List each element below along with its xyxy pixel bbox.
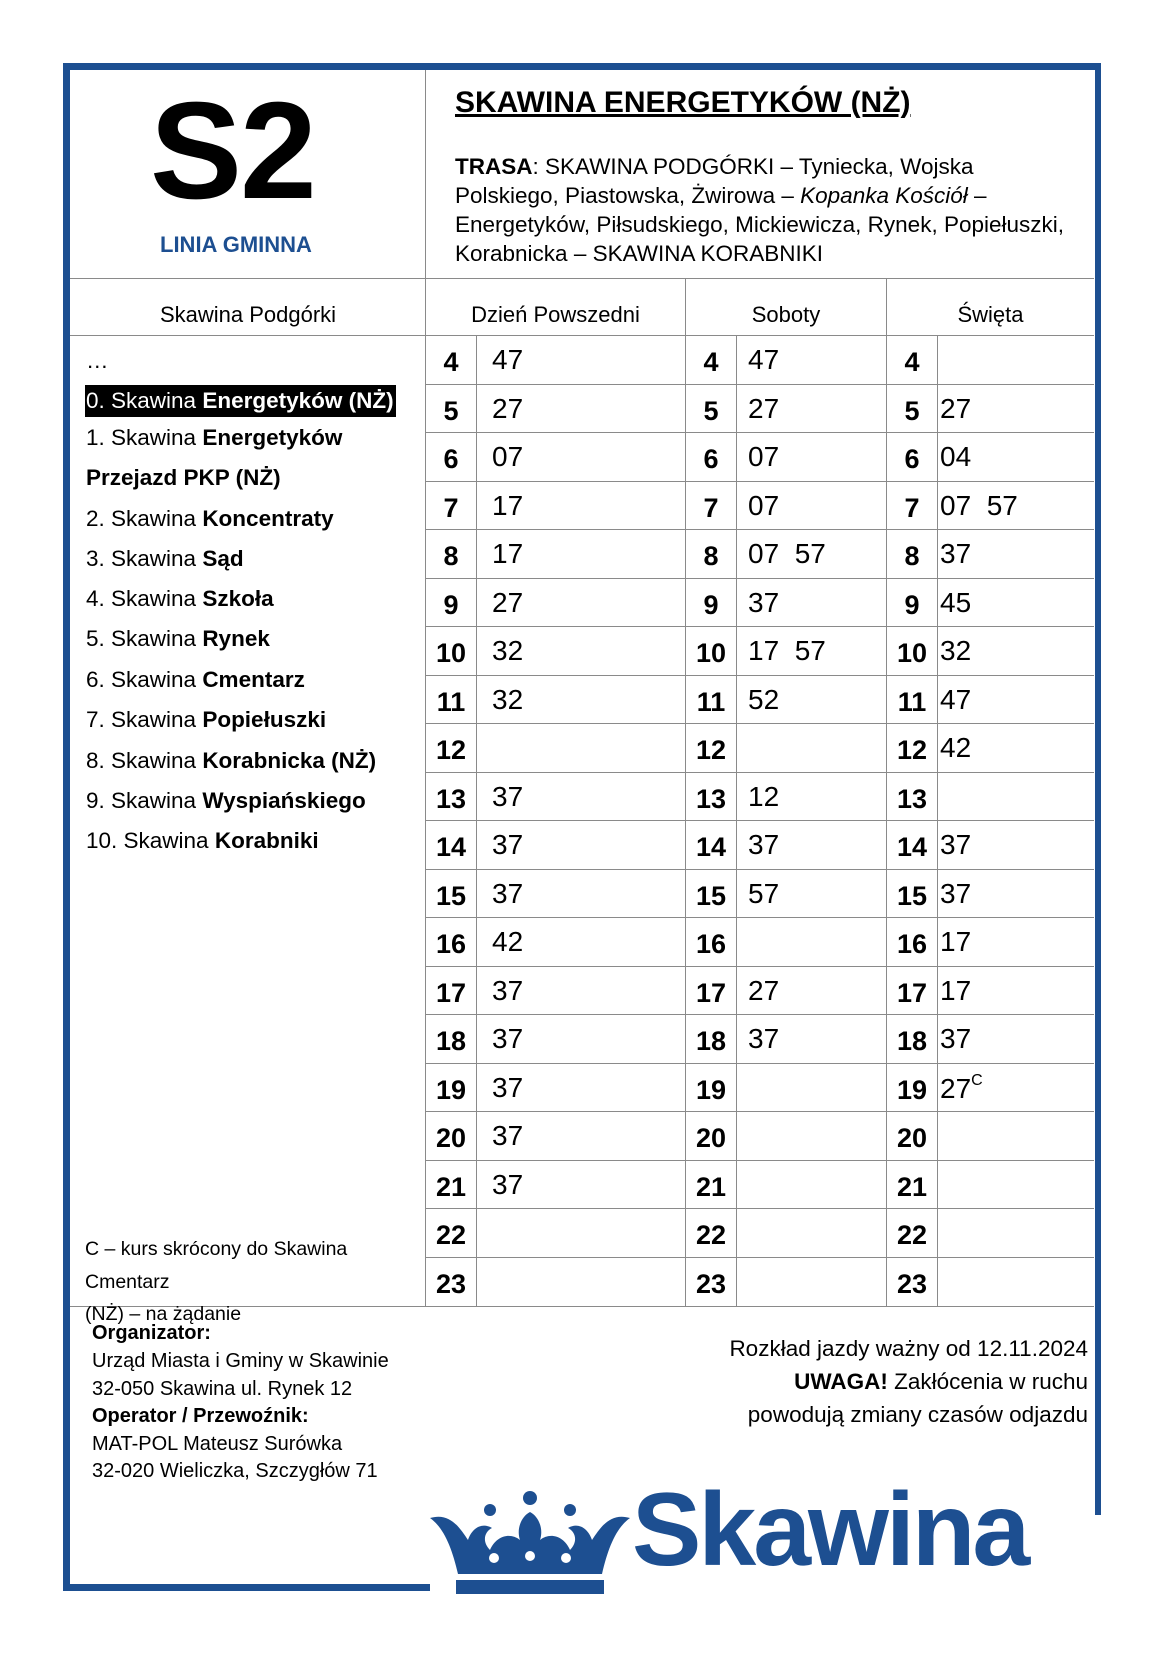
holiday-minutes-cell: [940, 1023, 971, 1055]
stop-name: Szkoła: [202, 586, 274, 611]
row-divider: [426, 481, 1094, 482]
weekday-column-header: Dzień Powszedni: [471, 302, 640, 327]
stop-prefix: 2. Skawina: [86, 506, 203, 531]
minutes-value: 27: [748, 393, 780, 424]
weekday-hour-cell: 14: [435, 832, 467, 862]
row-divider: [426, 869, 1094, 870]
holiday-minutes-cell: [940, 393, 971, 425]
stop-name: Korabnicka (NŻ): [202, 748, 377, 773]
saturday-hour-cell: 11: [696, 687, 726, 717]
shortened-course-marker: C: [971, 1072, 983, 1089]
holiday-hour-cell: 4: [904, 347, 920, 377]
minutes-value: 37: [492, 1023, 524, 1054]
minutes-value: 47: [492, 344, 524, 375]
weekday-hour-cell: 18: [435, 1026, 467, 1056]
saturday-hour-cell: 20: [695, 1123, 727, 1153]
holiday-hour-cell: 7: [904, 493, 920, 523]
holiday-minutes-cell: [940, 975, 971, 1007]
row-divider: [426, 1014, 1094, 1015]
weekday-minutes-cell: [492, 1169, 523, 1201]
saturday-hour-cell: 15: [695, 881, 727, 911]
minutes-value: 37: [940, 829, 972, 860]
stop-item: [86, 707, 326, 733]
saturday-minutes-cell: [748, 393, 779, 425]
organizer-address: 32-050 Skawina ul. Rynek 12: [92, 1378, 353, 1400]
route-text-italic: Kopanka Kościół: [800, 183, 968, 208]
saturday-hour-cell: 4: [703, 347, 719, 377]
stop-prefix: 0. Skawina: [86, 388, 203, 413]
minutes-value: 57: [748, 878, 780, 909]
row-divider: [426, 675, 1094, 676]
row-divider: [426, 917, 1094, 918]
holiday-hour-cell: 19: [896, 1075, 928, 1105]
weekday-hour-cell: 16: [435, 929, 467, 959]
stop-item: [86, 748, 376, 774]
saturday-hour-cell: 17: [695, 978, 727, 1008]
saturday-minutes-cell: [748, 538, 826, 570]
weekday-minutes-cell: [492, 781, 523, 813]
saturday-hour-cell: 10: [695, 638, 727, 668]
saturday-minutes-cell: [748, 878, 779, 910]
stop-item: [86, 586, 274, 612]
minutes-value: 12: [748, 781, 780, 812]
stop-name: Cmentarz: [202, 667, 305, 692]
row-divider: [426, 1111, 1094, 1112]
minutes-value: 17: [940, 975, 972, 1006]
holiday-hour-cell: 22: [896, 1220, 928, 1250]
weekday-minutes-cell: [492, 1023, 523, 1055]
holiday-hour-cell: 9: [904, 590, 920, 620]
minutes-value: 45: [940, 587, 972, 618]
saturday-hour-cell: 7: [703, 493, 719, 523]
row-divider: [426, 1257, 1094, 1258]
line-number: S2: [150, 74, 315, 228]
minutes-value: 27: [940, 1073, 972, 1104]
minutes-value: 37: [492, 1120, 524, 1151]
weekday-hour-cell: 5: [443, 396, 459, 426]
holiday-minutes-cell: [940, 684, 971, 716]
stop-item: [86, 506, 334, 532]
holiday-hour-cell: 10: [896, 638, 928, 668]
minutes-value: 37: [492, 1169, 524, 1200]
stop-name: Popiełuszki: [202, 707, 327, 732]
stop-item: [86, 667, 305, 693]
weekday-hour-cell: 10: [435, 638, 467, 668]
stop-name: Przejazd PKP (NŻ): [86, 465, 281, 490]
organizer-name: Urząd Miasta i Gminy w Skawinie: [92, 1350, 389, 1372]
weekday-minutes-cell: [492, 926, 523, 958]
stop-prefix: 9. Skawina: [86, 788, 203, 813]
minutes-value: 32: [492, 635, 524, 666]
saturday-hour-cell: 21: [695, 1172, 727, 1202]
holiday-hour-cell: 13: [896, 784, 928, 814]
stops-ellipsis: …: [86, 348, 109, 373]
stop-prefix: 7. Skawina: [86, 707, 203, 732]
minutes-value: 37: [492, 975, 524, 1006]
minutes-value: 04: [940, 441, 972, 472]
stop-prefix: 4. Skawina: [86, 586, 203, 611]
weekday-minutes-cell: [492, 1072, 523, 1104]
stop-name: Energetyków (NŻ): [202, 388, 394, 413]
minutes-value: 47: [748, 344, 780, 375]
stop-name: Korabniki: [214, 828, 319, 853]
route-text-1: : SKAWINA PODGÓRKI – Tyniecka, Wojska Polskiego, Piastowska, Żwirowa –: [455, 154, 974, 208]
minutes-value: 37: [492, 829, 524, 860]
minutes-value: 27: [492, 587, 524, 618]
saturday-minutes-cell: [748, 635, 826, 667]
row-divider: [426, 626, 1094, 627]
minutes-value: 42: [492, 926, 524, 957]
weekday-minutes-cell: [492, 635, 523, 667]
stop-item: [86, 425, 342, 451]
row-divider: [426, 723, 1094, 724]
note-on-request: (NŻ) – na żądanie: [85, 1303, 242, 1325]
valid-from: Rozkład jazdy ważny od 12.11.2024: [729, 1336, 1088, 1361]
saturday-hour-cell: 18: [695, 1026, 727, 1056]
stop-item: [86, 828, 319, 854]
saturday-minutes-cell: [748, 441, 779, 473]
route-description: [455, 152, 1080, 268]
minutes-value: 37: [492, 1072, 524, 1103]
weekday-hour-cell: 7: [443, 493, 459, 523]
weekday-minutes-cell: [492, 393, 523, 425]
holiday-hour-cell: 11: [897, 687, 927, 717]
holiday-minutes-cell: [940, 732, 971, 764]
saturday-minutes-cell: [748, 829, 779, 861]
weekday-minutes-cell: [492, 878, 523, 910]
holiday-minutes-cell: [940, 635, 971, 667]
stop-prefix: 5. Skawina: [86, 626, 203, 651]
operator-address: 32-020 Wieliczka, Szczygłów 71: [92, 1460, 378, 1482]
saturday-hour-cell: 6: [703, 444, 719, 474]
saturday-hour-cell: 8: [703, 541, 719, 571]
holiday-hour-cell: 18: [896, 1026, 928, 1056]
row-divider: [426, 966, 1094, 967]
holiday-minutes-cell: [940, 829, 971, 861]
stop-prefix: 6. Skawina: [86, 667, 203, 692]
minutes-value: 52: [748, 684, 780, 715]
saturday-minutes-cell: [748, 975, 779, 1007]
organizer-label: Organizator:: [92, 1322, 211, 1344]
weekday-hour-cell: 11: [436, 687, 466, 717]
stop-name: Sąd: [202, 546, 244, 571]
minutes-value: 27: [492, 393, 524, 424]
minutes-value: 47: [940, 684, 972, 715]
warning-label: UWAGA!: [794, 1369, 888, 1394]
weekday-minutes-cell: [492, 684, 523, 716]
weekday-hour-cell: 8: [443, 541, 459, 571]
stop-name: Koncentraty: [202, 506, 334, 531]
saturday-hour-cell: 14: [695, 832, 727, 862]
minutes-value: 37: [748, 1023, 780, 1054]
row-divider: [426, 1160, 1094, 1161]
weekday-hour-cell: 23: [435, 1269, 467, 1299]
minutes-value: 37: [940, 1023, 972, 1054]
weekday-hour-cell: 4: [443, 347, 459, 377]
minutes-value: 27: [940, 393, 972, 424]
holiday-hour-cell: 20: [896, 1123, 928, 1153]
stop-name: Energetyków: [202, 425, 343, 450]
holiday-hour-cell: 6: [904, 444, 920, 474]
saturday-hour-cell: 12: [695, 735, 727, 765]
warning-text: Zakłócenia w ruchu: [887, 1369, 1088, 1394]
note-shortened-course: C – kurs skrócony do Skawina: [85, 1238, 348, 1260]
minutes-value: 07: [748, 490, 780, 521]
stop-title: SKAWINA ENERGETYKÓW (NŻ): [455, 86, 911, 119]
weekday-minutes-cell: [492, 587, 523, 619]
minutes-value: 37: [940, 538, 972, 569]
minutes-value: 07: [492, 441, 524, 472]
logo-wordmark: Skawina: [632, 1472, 1028, 1588]
holiday-hour-cell: 17: [896, 978, 928, 1008]
saturday-hour-cell: 16: [695, 929, 727, 959]
route-label: TRASA: [455, 154, 533, 179]
stop-prefix: 3. Skawina: [86, 546, 203, 571]
saturday-minutes-cell: [748, 490, 779, 522]
minutes-value: 07: [748, 441, 780, 472]
weekday-minutes-cell: [492, 344, 523, 376]
minutes-value: 37: [748, 829, 780, 860]
holiday-hour-cell: 14: [896, 832, 928, 862]
weekday-hour-cell: 17: [435, 978, 467, 1008]
weekday-hour-cell: 15: [435, 881, 467, 911]
minutes-value: 37: [940, 878, 972, 909]
crown-logo-icon: [430, 1488, 630, 1596]
holiday-hour-cell: 16: [896, 929, 928, 959]
weekday-hour-cell: 20: [435, 1123, 467, 1153]
row-divider: [426, 1063, 1094, 1064]
weekday-hour-cell: 6: [443, 444, 459, 474]
weekday-hour-cell: 12: [435, 735, 467, 765]
saturday-minutes-cell: [748, 684, 779, 716]
warning-line-2: powodują zmiany czasów odjazdu: [747, 1402, 1088, 1427]
stop-item: [86, 788, 366, 814]
holiday-hour-cell: 8: [904, 541, 920, 571]
minutes-value: 32: [940, 635, 972, 666]
saturday-minutes-cell: [748, 587, 779, 619]
holiday-hour-cell: 21: [896, 1172, 928, 1202]
saturday-hour-cell: 5: [703, 396, 719, 426]
minutes-value: 07 57: [748, 538, 826, 569]
saturday-minutes-cell: [748, 781, 779, 813]
stop-item: [86, 465, 281, 491]
minutes-value: 17 57: [748, 635, 826, 666]
holiday-minutes-cell: [940, 441, 971, 473]
saturday-minutes-cell: [748, 344, 779, 376]
warning-line-1: [794, 1369, 1088, 1395]
row-divider: [426, 820, 1094, 821]
operator-label: Operator / Przewoźnik:: [92, 1405, 309, 1427]
operator-name: MAT-POL Mateusz Surówka: [92, 1433, 343, 1455]
note-shortened-course-cont: Cmentarz: [85, 1271, 170, 1293]
minutes-value: 17: [492, 490, 524, 521]
weekday-hour-cell: 19: [435, 1075, 467, 1105]
row-divider: [426, 529, 1094, 530]
row-divider: [426, 432, 1094, 433]
row-divider: [426, 1208, 1094, 1209]
minutes-value: 42: [940, 732, 972, 763]
weekday-minutes-cell: [492, 441, 523, 473]
weekday-minutes-cell: [492, 975, 523, 1007]
stop-item: [86, 546, 244, 572]
row-divider: [426, 772, 1094, 773]
holiday-hour-cell: 12: [896, 735, 928, 765]
stop-prefix: 8. Skawina: [86, 748, 203, 773]
weekday-hour-cell: 13: [435, 784, 467, 814]
minutes-value: 17: [492, 538, 524, 569]
weekday-minutes-cell: [492, 538, 523, 570]
route-text-2: – Energetyków, Piłsudskiego, Mickiewicza, Rynek, Popiełuszki, Korabnicka – SKAWINA KORABNIKI: [455, 183, 1065, 266]
minutes-value: 37: [748, 587, 780, 618]
minutes-value: 27: [748, 975, 780, 1006]
line-type: LINIA GMINNA: [160, 232, 312, 257]
saturday-hour-cell: 23: [695, 1269, 727, 1299]
saturday-hour-cell: 22: [695, 1220, 727, 1250]
minutes-value: 07 57: [940, 490, 1018, 521]
weekday-minutes-cell: [492, 490, 523, 522]
holiday-minutes-cell: [940, 1072, 983, 1105]
minutes-value: 37: [492, 781, 524, 812]
minutes-value: 17: [940, 926, 972, 957]
saturday-hour-cell: 9: [703, 590, 719, 620]
weekday-minutes-cell: [492, 1120, 523, 1152]
holiday-hour-cell: 15: [896, 881, 928, 911]
holiday-hour-cell: 23: [896, 1269, 928, 1299]
holiday-minutes-cell: [940, 490, 1018, 522]
saturday-hour-cell: 13: [695, 784, 727, 814]
row-divider: [426, 384, 1094, 385]
stop-prefix: 10. Skawina: [86, 828, 215, 853]
holiday-minutes-cell: [940, 926, 971, 958]
saturday-column-header: Soboty: [751, 302, 821, 327]
saturday-minutes-cell: [748, 1023, 779, 1055]
weekday-hour-cell: 9: [443, 590, 459, 620]
header-bottom-rule: [70, 278, 1094, 279]
stop-name: Wyspiańskiego: [202, 788, 366, 813]
stop-item-current: [85, 385, 396, 417]
holiday-minutes-cell: [940, 538, 971, 570]
weekday-hour-cell: 21: [435, 1172, 467, 1202]
holiday-column-header: Święta: [957, 302, 1024, 327]
holiday-minutes-cell: [940, 587, 971, 619]
holiday-minutes-cell: [940, 878, 971, 910]
row-divider: [426, 578, 1094, 579]
stops-column-header: Skawina Podgórki: [159, 302, 337, 327]
colhead-bottom-rule: [70, 335, 1094, 336]
minutes-value: 32: [492, 684, 524, 715]
weekday-minutes-cell: [492, 829, 523, 861]
minutes-value: 37: [492, 878, 524, 909]
stop-prefix: 1. Skawina: [86, 425, 203, 450]
holiday-hour-cell: 5: [904, 396, 920, 426]
stop-name: Rynek: [202, 626, 270, 651]
weekday-hour-cell: 22: [435, 1220, 467, 1250]
saturday-hour-cell: 19: [695, 1075, 727, 1105]
stop-item: [86, 626, 270, 652]
